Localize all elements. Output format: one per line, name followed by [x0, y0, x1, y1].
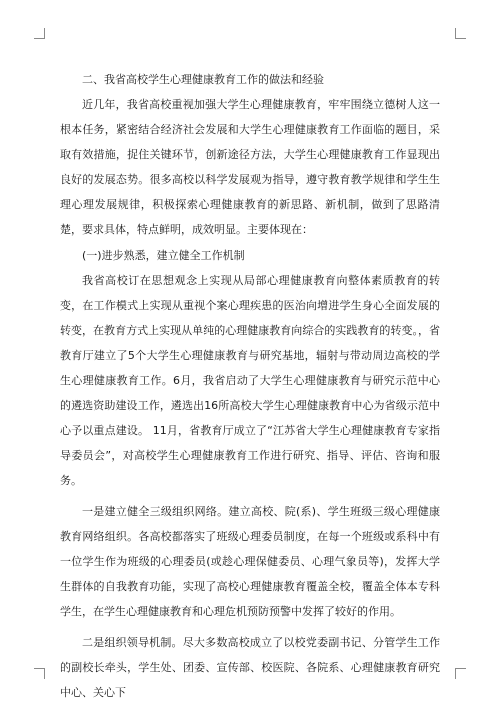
document-body — [60, 66, 440, 705]
paragraph-three-level-network: 一是建立健全三级组织网络。建立高校、院(系)、学生班级三级心理健康教育网络组织。各高校都落实了班级心理委员制度，在每一个班级或系科中有一位学生作为班级的心理委员(或趁心理保健委员、心理气象员等)，发挥大学生群体的自我教育功能，实现了高校心理健康教育覆盖全校，覆盖全体本专科学生，在学生心理健康教育和心理危机预防预警中发挥了较好的作用。 — [60, 505, 440, 618]
crop-mark-bottom-right — [455, 668, 466, 679]
paragraph-leadership-mechanism: 二是组织领导机制。尽大多数高校成立了以校党委副书记、分管学生工作的副校长牵头，学生处、团委、宣传部、校医院、各院系、心理健康教育研究中心、关心下 — [60, 636, 440, 699]
crop-mark-bottom-left — [34, 668, 45, 679]
section-heading: 二、我省高校学生心理健康教育工作的做法和经验 — [82, 73, 324, 86]
crop-mark-top-right — [455, 28, 466, 39]
crop-mark-top-left — [34, 28, 45, 39]
subsection-heading: (一)进步熟悉，建立健全工作机制 — [82, 249, 245, 262]
paragraph-transition: 我省高校订在思想观念上实现从局部心理健康教育向整体素质教育的转变，在工作模式上实现从重视个案心理疾患的医治向增进学生身心全面发展的转变，在教育方式上实现从单纯的心理健康教育向综合的实践教育的转变。，省教育厅建立了5个大学生心理健康教育与研究基地，辐射与带动周边高校的学生心理健康教育工作。6月，我省启动了大学生心理健康教育与研究示范中心的遴选资助建设工作，遴选出16所高校大学生心理健康教育中心为省级示范中心予以重点建设。 11月，省教育厅成立了“江苏省大学生心理健康教育专家指导委员会”，对高校学生心理健康教育工作进行研究、指导、评估、咨询和服务。 — [60, 274, 440, 487]
paragraph-intro: 近几年，我省高校重视加强大学生心理健康教育，牢牢围绕立德树人这一根本任务，紧密结合经济社会发展和大学生心理健康教育工作面临的题目，采取有效措施，捉住关键环节，创新途径方法，大学生心理健康教育工作显现出良好的发展态势。很多高校以科学发展观为指导，遵守教育教学规律和学生生理心理发展规律，积极探索心理健康教育的新思路、新机制，做到了思路清楚，要求具体，特点鲜明，成效明显。主要体现在： — [60, 98, 440, 236]
